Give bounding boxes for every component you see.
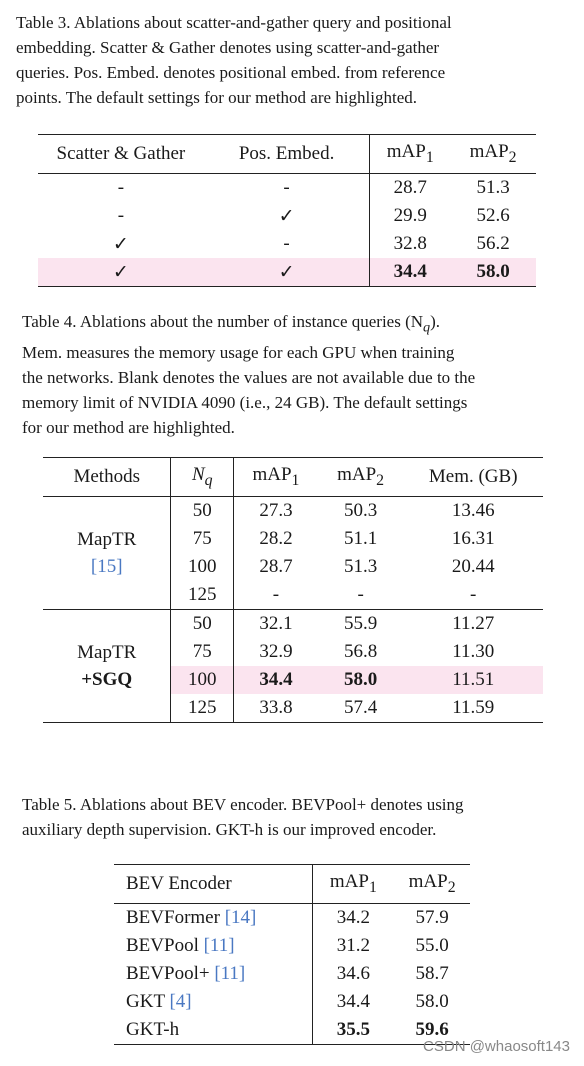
cell-map1: -: [234, 581, 318, 610]
caption-line: memory limit of NVIDIA 4090 (i.e., 24 GB). The default settings: [22, 393, 468, 413]
cell-nq: 50: [171, 497, 234, 526]
table-row: [114, 932, 470, 960]
cell-sg: -: [117, 205, 125, 226]
cell-nq: 50: [171, 610, 234, 639]
header-scatter-gather: Scatter & Gather: [38, 135, 204, 174]
cell-map2: 58.0: [318, 666, 404, 694]
cell-map1: 34.4: [312, 988, 394, 1016]
cell-map2: 56.2: [476, 233, 510, 254]
table3: [38, 134, 536, 287]
cell-map1: 34.4: [370, 258, 450, 287]
cell-map2: 57.9: [394, 904, 470, 933]
table4-caption: [22, 309, 574, 440]
cell-map1: 32.8: [370, 230, 450, 258]
cell-nq: 75: [171, 638, 234, 666]
cell-map2: 58.7: [415, 963, 449, 984]
method-maptr-sgq: [43, 610, 171, 723]
cell-map1: 34.6: [312, 960, 394, 988]
table3-caption: [16, 10, 572, 110]
cell-sg: ✓: [38, 258, 204, 287]
cell-map2: 58.0: [415, 991, 449, 1012]
table-row: [114, 904, 470, 933]
header-map2: mAP$_2$: [318, 458, 404, 497]
cell-nq: 125: [171, 694, 234, 723]
table5-caption: [22, 792, 574, 842]
cell-mem: 20.44: [451, 556, 495, 577]
table-row: [38, 174, 536, 203]
citation-link[interactable]: [14]: [224, 907, 257, 928]
caption-line: for our method are highlighted.: [22, 418, 235, 438]
table-row: [114, 960, 470, 988]
cell-map2: 51.3: [450, 174, 536, 203]
header-pos-embed: Pos. Embed.: [204, 135, 370, 174]
table-row: [114, 1016, 470, 1045]
header-mem: Mem. (GB): [403, 458, 543, 497]
watermark: CSDN @whaosoft143: [423, 1038, 570, 1055]
cell-encoder: BEVPool+ [11]: [126, 963, 246, 984]
cell-map1: 28.7: [370, 174, 450, 203]
table4: [43, 457, 543, 723]
table4-header-row: [43, 458, 543, 497]
cell-map2: 58.0: [450, 258, 536, 287]
table5-header-row: [114, 865, 470, 904]
cell-nq: 125: [171, 581, 234, 610]
table-row: [38, 230, 536, 258]
cell-map1: 32.1: [234, 610, 318, 639]
table-row: [43, 610, 543, 639]
cell-map2: 55.0: [415, 935, 449, 956]
cell-map1: 31.2: [312, 932, 394, 960]
cell-mem: 11.51: [403, 666, 543, 694]
method-name: MapTR: [77, 642, 137, 663]
cell-map2: 59.6: [394, 1016, 470, 1045]
cell-map1: 34.4: [234, 666, 318, 694]
cell-map1: 34.2: [312, 904, 394, 933]
table5: [114, 864, 470, 1045]
caption-line: embedding. Scatter & Gather denotes using scatter-and-gather: [16, 38, 440, 57]
header-map1: mAP$_1$: [370, 135, 450, 174]
cell-map2: 57.4: [318, 694, 404, 723]
cell-pe: -: [204, 174, 370, 203]
cell-map2: -: [357, 584, 364, 605]
cell-map1: 27.3: [234, 497, 318, 526]
cell-mem: 11.59: [403, 694, 543, 723]
table-row-highlighted: [38, 258, 536, 287]
citation-link[interactable]: [11]: [203, 935, 235, 956]
cell-map1: 33.8: [234, 694, 318, 723]
caption-line: Mem. measures the memory usage for each GPU when training: [22, 343, 455, 363]
cell-nq: 75: [171, 525, 234, 553]
cell-sg: -: [38, 174, 204, 203]
header-methods: Methods: [43, 458, 171, 497]
method-name: MapTR: [77, 529, 137, 550]
cell-encoder: GKT [4]: [126, 991, 192, 1012]
cell-mem: 11.30: [452, 641, 495, 662]
cell-nq: 100: [171, 666, 234, 694]
caption-line: auxiliary depth supervision. GKT-h is our improved encoder.: [22, 820, 437, 839]
cell-map2: 52.6: [476, 205, 510, 226]
cell-mem: 11.27: [403, 610, 543, 639]
cell-pe: ✓: [204, 258, 370, 287]
cell-mem: -: [470, 584, 477, 605]
cell-encoder: BEVFormer [14]: [114, 904, 312, 933]
cell-map1: 28.2: [234, 525, 318, 553]
cell-mem: 13.46: [403, 497, 543, 526]
cell-nq: 100: [171, 553, 234, 581]
cell-map2: 51.1: [343, 528, 378, 549]
table3-header-row: [38, 135, 536, 174]
cell-map1: 29.9: [370, 202, 450, 230]
cell-map1: 32.9: [234, 638, 318, 666]
cell-sg: ✓: [112, 233, 129, 255]
header-map1: mAP$_1$: [234, 458, 318, 497]
cell-map1: 35.5: [312, 1016, 394, 1045]
cell-map2: 56.8: [343, 641, 378, 662]
caption-line: Table 4. Ablations about the number of instance queries $(N_q)$.: [22, 312, 441, 336]
header-bev-encoder: BEV Encoder: [114, 865, 312, 904]
cell-pe: ✓: [278, 205, 295, 227]
header-map1: mAP$_1$: [312, 865, 394, 904]
cell-map2: 55.9: [318, 610, 404, 639]
cell-mem: 16.31: [451, 528, 495, 549]
citation-link[interactable]: [15]: [90, 556, 123, 577]
method-maptr: [43, 497, 171, 610]
caption-line: points. The default settings for our method are highlighted.: [16, 88, 417, 107]
header-map2: mAP$_2$: [450, 135, 536, 174]
cell-encoder: GKT-h: [114, 1016, 312, 1045]
table-row: [43, 497, 543, 526]
cell-map2: 51.3: [343, 556, 378, 577]
cell-map1: 28.7: [234, 553, 318, 581]
caption-line: Table 5. Ablations about BEV encoder. BEVPool+ denotes using: [22, 795, 464, 814]
caption-line: Table 3. Ablations about scatter-and-gather query and positional: [16, 13, 452, 32]
citation-link[interactable]: [4]: [169, 991, 192, 1012]
header-nq: $N_q$: [171, 458, 234, 497]
header-map2: mAP$_2$: [394, 865, 470, 904]
cell-encoder: BEVPool [11]: [126, 935, 235, 956]
table-row: [114, 988, 470, 1016]
cell-pe: -: [283, 233, 290, 254]
caption-line: the networks. Blank denotes the values are not available due to the: [22, 368, 476, 388]
citation-link[interactable]: [11]: [214, 963, 246, 984]
method-name-suffix: +SGQ: [81, 669, 133, 690]
caption-line: queries. Pos. Embed. denotes positional embed. from reference: [16, 63, 446, 82]
cell-map2: 50.3: [318, 497, 404, 526]
table-row: [38, 202, 536, 230]
